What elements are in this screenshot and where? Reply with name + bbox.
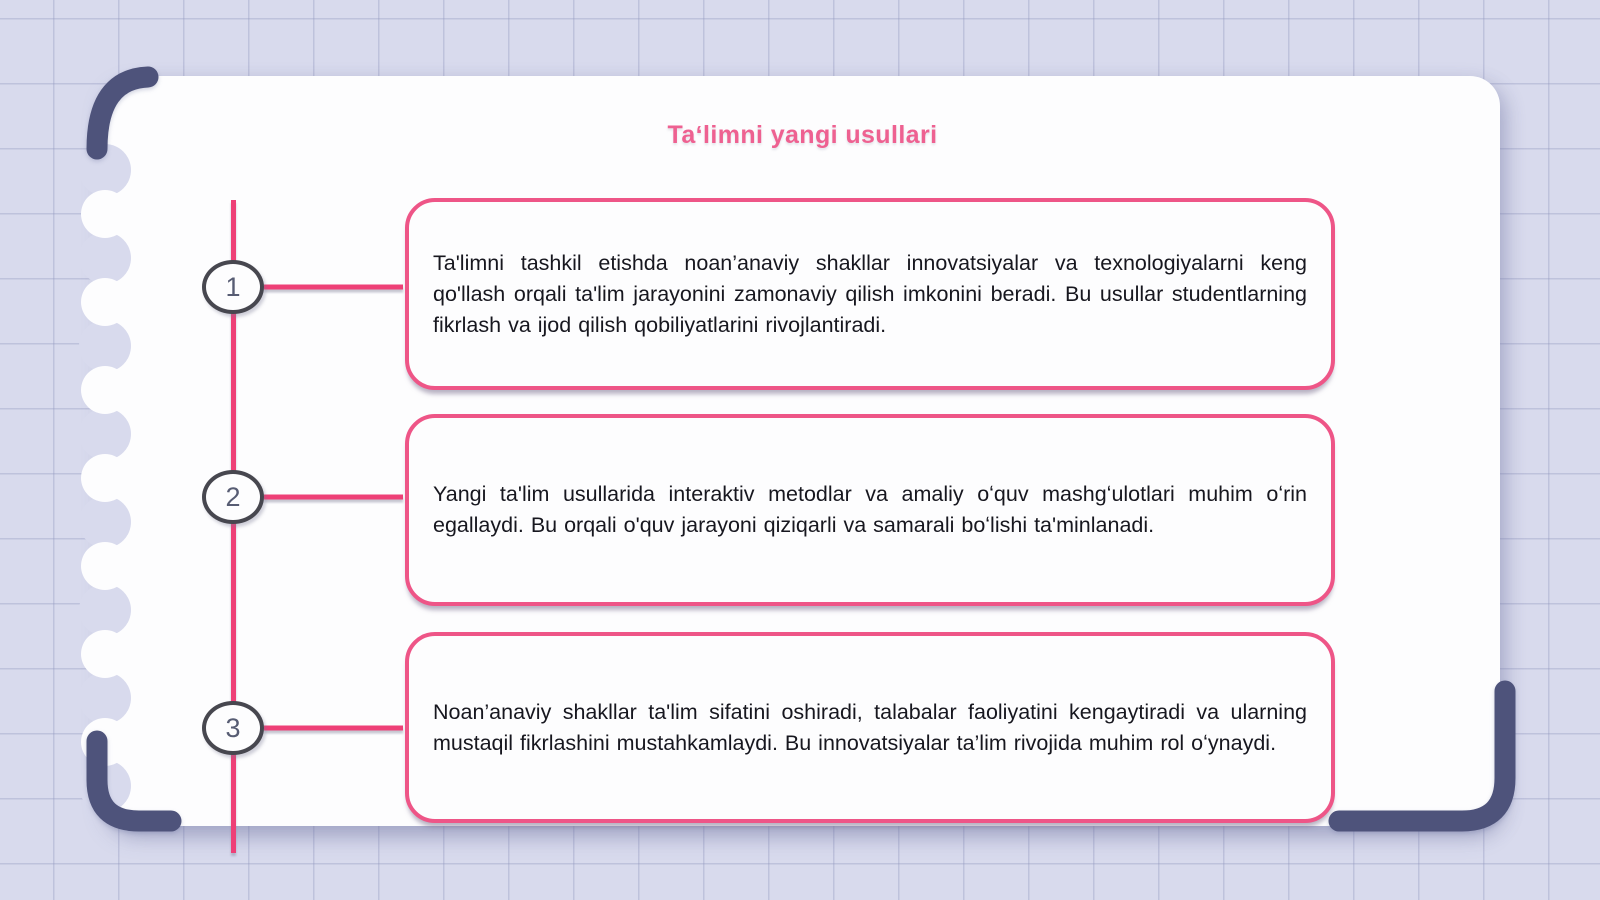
step-number-3: 3: [225, 712, 241, 743]
timeline-text-box-2: [405, 414, 1335, 606]
step-number-2: 2: [225, 481, 241, 512]
torn-edge-notch: [79, 232, 131, 284]
timeline-text-box-1: [405, 198, 1335, 390]
timeline-step-circle-2: [202, 470, 264, 524]
page-title: Taʻlimni yangi usullari: [667, 121, 938, 149]
torn-edge-bump: [81, 454, 129, 502]
torn-edge-notch: [79, 496, 131, 548]
timeline-step-circle-1: [202, 260, 264, 314]
timeline-step-circle-3: [202, 701, 264, 755]
torn-edge-notch: [79, 584, 131, 636]
timeline-text-box-3: [405, 632, 1335, 823]
torn-edge-bump: [81, 718, 129, 766]
torn-edge-notch: [79, 672, 131, 724]
torn-edge-bump: [81, 190, 129, 238]
timeline-text-2: Yangi ta'lim usullarida interaktiv metodlar va amaliy oʻquv mashgʻulotlari muhim oʻrin egallaydi. Bu orqali o'quv jarayoni qiziqarli va samarali boʻlishi ta'minlanadi.: [433, 482, 1307, 537]
torn-edge-bump: [81, 542, 129, 590]
timeline-text-1: Ta'limni tashkil etishda noan’anaviy shakllar innovatsiyalar va texnologiyalarni keng qo'llash orqali ta'lim jarayonini zamonaviy qilish imkonini beradi. Bu usullar studentlarning fikrlash va ijod qilish qobiliyatlarini rivojlantiradi.: [433, 250, 1307, 337]
torn-edge-notch: [79, 144, 131, 196]
torn-edge-bump: [81, 630, 129, 678]
torn-edge-notch: [79, 408, 131, 460]
torn-edge-bump: [81, 278, 129, 326]
timeline-text-3: Noan’anaviy shakllar ta'lim sifatini oshiradi, talabalar faoliyatini kengaytiradi va ularning mustaqil fikrlashini mustahkamlaydi. Bu innovatsiyalar ta’lim rivojida muhim rol oʻynaydi.: [433, 699, 1307, 755]
step-number-1: 1: [225, 271, 241, 302]
torn-edge-notch: [79, 760, 131, 812]
torn-edge-notch: [79, 320, 131, 372]
torn-edge-bump: [81, 366, 129, 414]
